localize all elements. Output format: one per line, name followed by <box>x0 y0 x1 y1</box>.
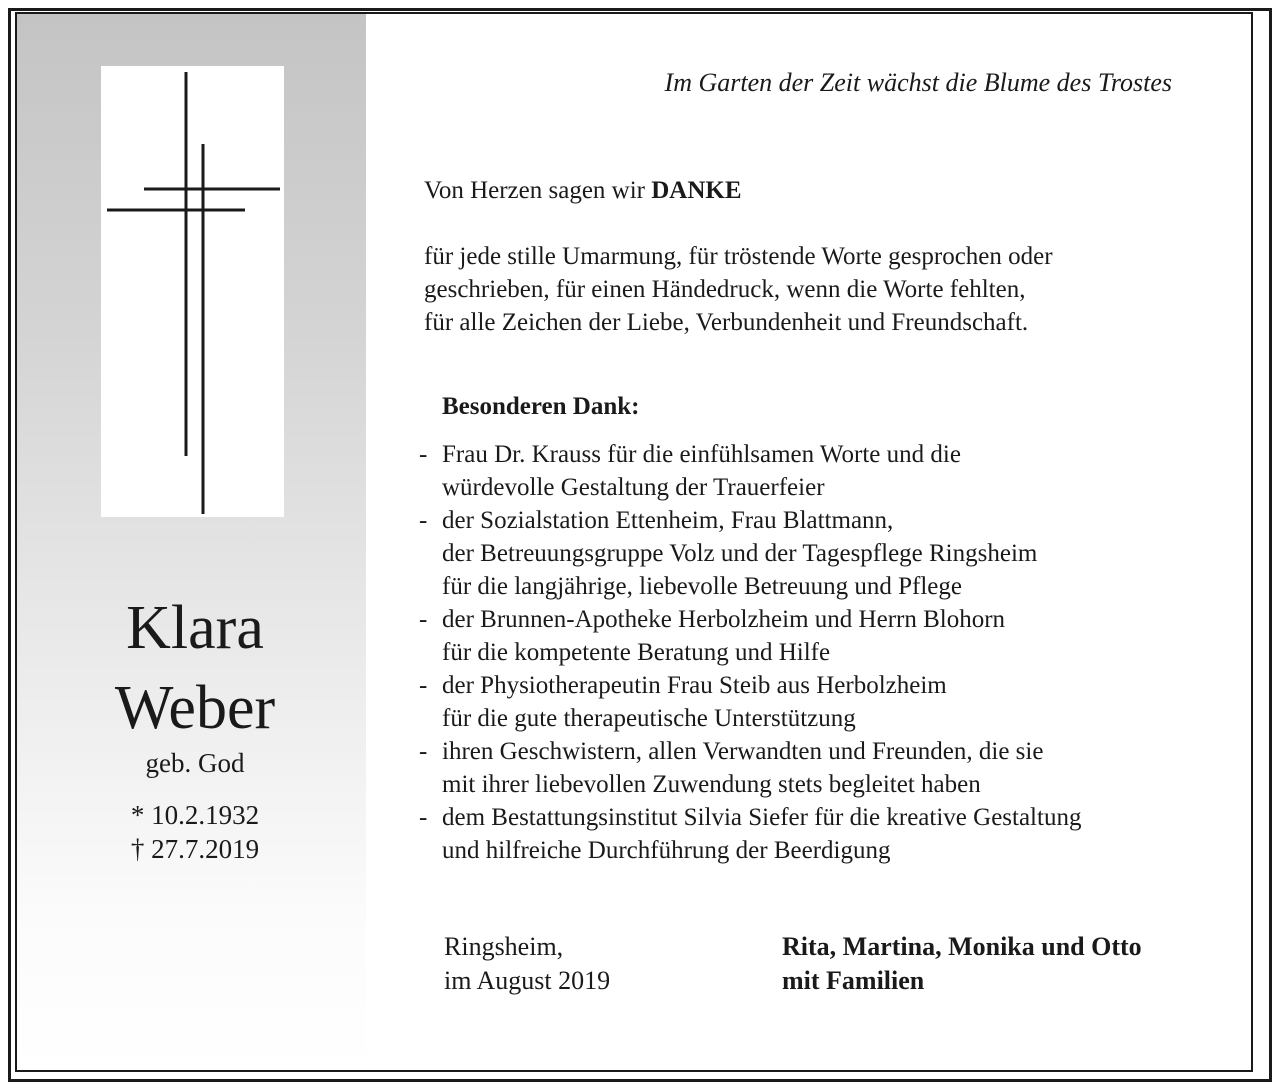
signers-family: mit Familien <box>782 966 925 995</box>
list-item-text: der Physiotherapeutin Frau Steib aus Herbolzheim <box>442 672 947 699</box>
list-item <box>419 768 1081 801</box>
list-dash: - <box>419 672 428 699</box>
list-item-text: ihren Geschwistern, allen Verwandten und Freunden, die sie <box>442 738 1044 765</box>
signers-names: Rita, Martina, Monika und Otto <box>782 932 1142 961</box>
place-line: Ringsheim, <box>444 932 564 961</box>
list-item-text: dem Bestattungsinstitut Silvia Siefer für die kreative Gestaltung <box>442 804 1082 831</box>
list-dash: - <box>419 507 428 534</box>
list-item <box>419 537 1081 570</box>
cross-icon <box>101 66 284 517</box>
list-dash: - <box>419 606 428 633</box>
list-item-text: für die langjährige, liebevolle Betreuung und Pflege <box>442 573 962 600</box>
list-item <box>419 636 1081 669</box>
birth-date: * 10.2.1932 <box>130 800 260 830</box>
paragraph-line: für jede stille Umarmung, für tröstende Worte gesprochen oder <box>424 243 1053 270</box>
deceased-first-name: Klara <box>126 594 264 662</box>
maiden-name: geb. God <box>145 748 245 778</box>
list-item <box>419 471 1081 504</box>
signers <box>782 930 1142 998</box>
list-item-text: würdevolle Gestaltung der Trauerfeier <box>442 474 825 501</box>
death-date: † 27.7.2019 <box>130 834 260 864</box>
special-thanks-heading: Besonderen Dank: <box>442 393 640 420</box>
list-item-text: Frau Dr. Krauss für die einfühlsamen Worte und die <box>442 441 961 468</box>
list-item-text: mit ihrer liebevollen Zuwendung stets begleitet haben <box>442 771 981 798</box>
list-item <box>419 801 1081 834</box>
intro-prefix: Von Herzen sagen wir <box>424 177 652 204</box>
list-item <box>419 504 1081 537</box>
deceased-last-name: Weber <box>114 674 276 742</box>
list-item-text: der Brunnen-Apotheke Herbolzheim und Herrn Blohorn <box>442 606 1006 633</box>
list-item-text: und hilfreiche Durchführung der Beerdigung <box>442 837 891 864</box>
date-line: im August 2019 <box>444 966 611 995</box>
list-item <box>419 834 1081 867</box>
thanks-paragraph <box>424 240 1053 339</box>
intro-emphasis: DANKE <box>651 177 742 204</box>
list-item <box>419 669 1081 702</box>
list-item-text: der Sozialstation Ettenheim, Frau Blattmann, <box>442 507 894 534</box>
paragraph-line: geschrieben, für einen Händedruck, wenn die Worte fehlten, <box>424 276 1026 303</box>
list-item <box>419 570 1081 603</box>
list-dash: - <box>419 441 428 468</box>
list-item-text: der Betreuungsgruppe Volz und der Tagespflege Ringsheim <box>442 540 1038 567</box>
list-item <box>419 438 1081 471</box>
list-dash: - <box>419 804 428 831</box>
special-thanks-list <box>419 438 1081 867</box>
paragraph-line: für alle Zeichen der Liebe, Verbundenheit und Freundschaft. <box>424 309 1029 336</box>
intro-line <box>424 174 742 207</box>
list-item <box>419 603 1081 636</box>
list-dash: - <box>419 738 428 765</box>
list-item-text: für die gute therapeutische Unterstützung <box>442 705 856 732</box>
place-date <box>444 930 610 998</box>
list-item <box>419 735 1081 768</box>
list-item <box>419 702 1081 735</box>
motto-line: Im Garten der Zeit wächst die Blume des Trostes <box>664 68 1172 97</box>
cross-box <box>101 66 284 517</box>
list-item-text: für die kompetente Beratung und Hilfe <box>442 639 831 666</box>
